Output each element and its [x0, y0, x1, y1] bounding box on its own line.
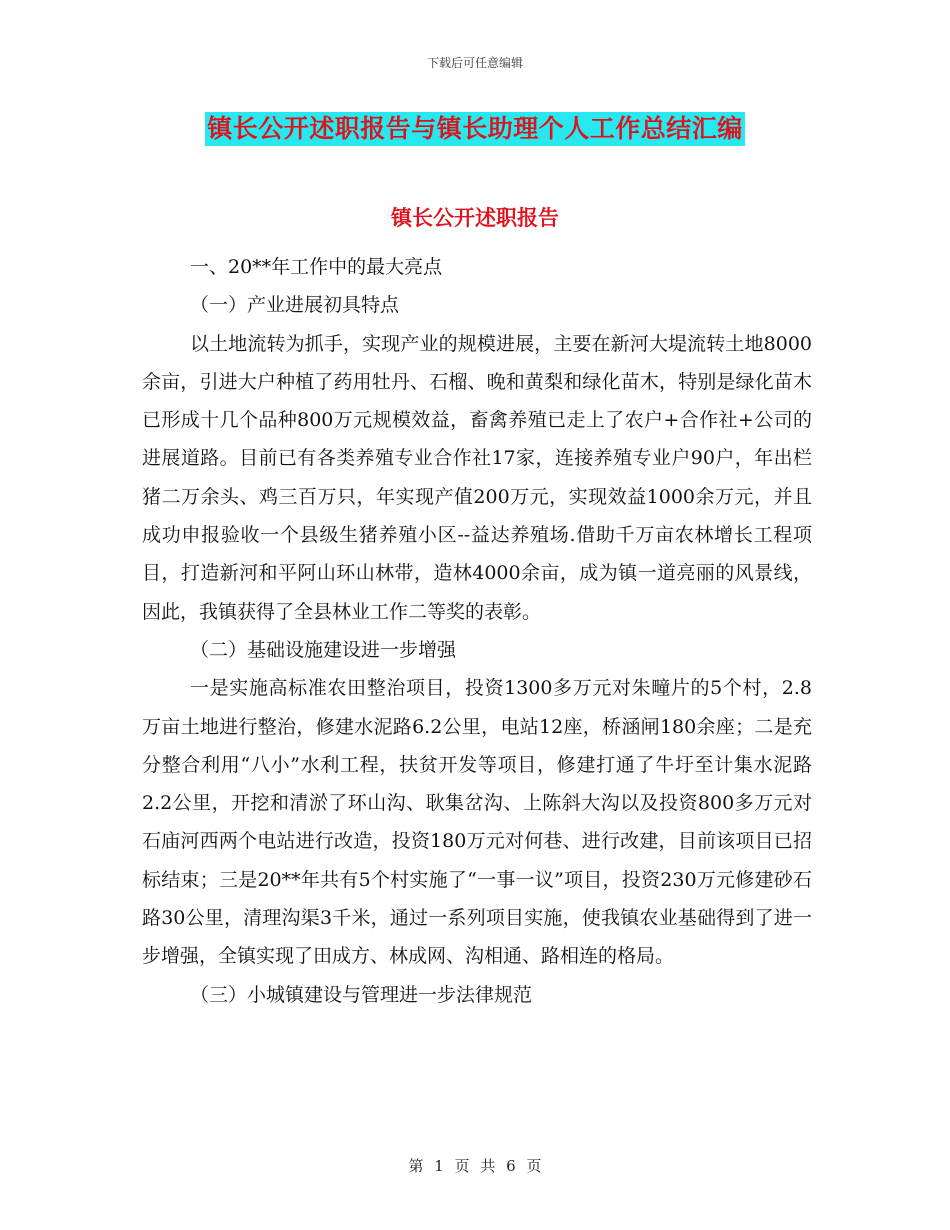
heading-level-1: 一、20**年工作中的最大亮点: [190, 256, 443, 278]
heading-level-2: （一）产业进展初具特点: [190, 294, 400, 317]
body-paragraph: 以土地流转为抓手，实现产业的规模进展，主要在新河大堤流转土地8000余亩，引进大户种植了药用牡丹、石榴、晚和黄梨和绿化苗木，特别是绿化苗木已形成十几个品种800万元规模效益，畜禽养殖已走上了农户+合作社+公司的进展道路。目前已有各类养殖专业合作社17家，连接养殖专业户90户，年出栏猪二万余头、鸡三百万只，年实现产值200万元，实现效益1000余万元，并且成功申报验收一个县级生猪养殖小区--益达养殖场.借助千万亩农林增长工程项目，打造新河和平阿山环山林带，造林4000余亩，成为镇一道亮丽的风景线，因此，我镇获得了全县林业工作二等奖的表彰。: [142, 332, 812, 623]
body-paragraph: 一是实施高标准农田整治项目，投资1300多万元对朱疃片的5个村，2.8万亩土地进行整治，修建水泥路6.2公里，电站12座，桥涵闸180余座；二是充分整合利用“八小”水利工程，扶贫开发等项目，修建打通了牛圩至计集水泥路2.2公里，开挖和清淤了环山沟、耿集岔沟、上陈斜大沟以及投资800多万元对石庙河西两个电站进行改造，投资180万元对何巷、进行改建，目前该项目已招标结束；三是20**年共有5个村实施了“一事一议”项目，投资230万元修建砂石路30公里，清理沟渠3千米，通过一系列项目实施，使我镇农业基础得到了进一步增强，全镇实现了田成方、林成网、沟相通、路相连的格局。: [142, 677, 812, 968]
document-body: [142, 248, 812, 1014]
document-title: 镇长公开述职报告与镇长助理个人工作总结汇编: [205, 112, 745, 146]
header-note: 下载后可任意编辑: [426, 56, 523, 70]
heading-level-2: （二）基础设施建设进一步增强: [190, 638, 457, 661]
heading-level-2: （三）小城镇建设与管理进一步法律规范: [190, 983, 533, 1006]
document-title-block: [0, 112, 950, 146]
section-title: 镇长公开述职报告: [391, 205, 559, 230]
page-number: 第 1 页 共 6 页: [408, 1157, 542, 1175]
